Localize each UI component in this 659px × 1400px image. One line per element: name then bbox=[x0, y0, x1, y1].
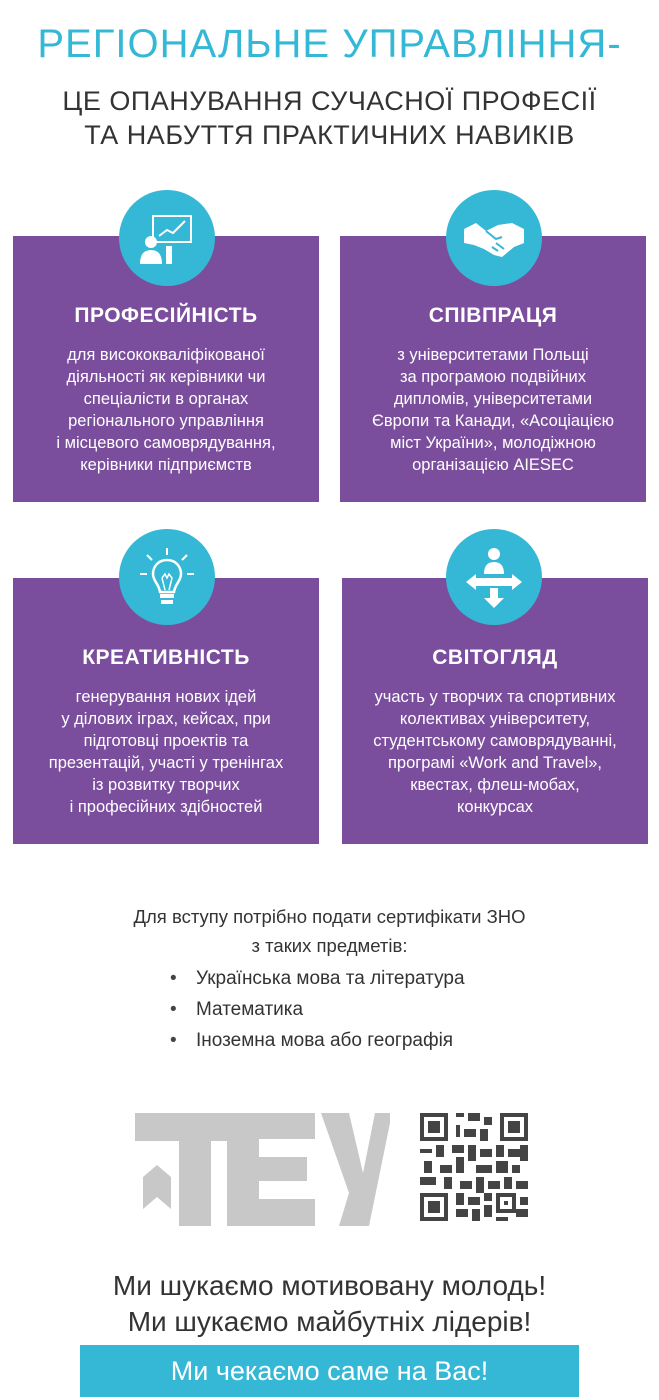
lightbulb-icon bbox=[119, 529, 215, 625]
card-line: генерування нових ідей bbox=[75, 688, 257, 706]
requirements-intro: Для вступу потрібно подати сертифікати ЗНО bbox=[133, 906, 526, 927]
list-item: • Іноземна мова або географія bbox=[170, 1025, 465, 1056]
card-line: з університетами Польщі bbox=[397, 346, 589, 364]
page-title: РЕГІОНАЛЬНЕ УПРАВЛІННЯ- bbox=[37, 22, 622, 66]
requirements-subjects-label: з таких предметів: bbox=[251, 935, 408, 956]
card-description bbox=[350, 344, 636, 476]
page-subtitle-line-2: ТА НАБУТТЯ ПРАКТИЧНИХ НАВИКІВ bbox=[84, 120, 575, 150]
subjects-list bbox=[170, 963, 465, 1056]
card-line: організацією AIESEC bbox=[412, 456, 574, 474]
card-line: участь у творчих та спортивних bbox=[374, 688, 616, 706]
card-line: студентському самоврядуванні, bbox=[373, 732, 617, 750]
card-line: регіонального управління bbox=[68, 412, 264, 430]
card-description bbox=[23, 344, 309, 476]
handshake-icon bbox=[446, 190, 542, 286]
card-line: у ділових іграх, кейсах, при bbox=[61, 710, 271, 728]
qr-code bbox=[420, 1113, 528, 1221]
slogan-line-1: Ми шукаємо мотивовану молодь! bbox=[112, 1270, 547, 1301]
person-crossroads-icon bbox=[446, 529, 542, 625]
slogan-line-2: Ми шукаємо майбутніх лідерів! bbox=[127, 1306, 532, 1337]
card-title: СПІВПРАЦЯ bbox=[428, 304, 558, 327]
call-to-action-banner: Ми чекаємо саме на Вас! bbox=[80, 1345, 579, 1397]
card-line: і місцевого самоврядування, bbox=[56, 434, 276, 452]
card-line: для висококваліфікованої bbox=[67, 346, 265, 364]
list-item: • Математика bbox=[170, 994, 465, 1025]
card-title: КРЕАТИВНІСТЬ bbox=[82, 646, 250, 669]
list-item: • Українська мова та література bbox=[170, 963, 465, 994]
presentation-icon bbox=[119, 190, 215, 286]
card-line: програмі «Work and Travel», bbox=[387, 754, 603, 772]
card-line: і професійних здібностей bbox=[69, 798, 263, 816]
card-line: керівники підприємств bbox=[80, 456, 252, 474]
card-line: підготовці проектів та bbox=[83, 732, 249, 750]
card-line: конкурсах bbox=[456, 798, 533, 816]
card-description bbox=[23, 686, 309, 818]
card-title: СВІТОГЛЯД bbox=[432, 646, 558, 669]
card-description bbox=[352, 686, 638, 818]
card-line: презентацій, участі у тренінгах bbox=[48, 754, 284, 772]
card-line: міст України», молодіжною bbox=[390, 434, 596, 452]
card-line: спеціалісти в органах bbox=[83, 390, 249, 408]
card-line: із розвитку творчих bbox=[92, 776, 240, 794]
teu-logo bbox=[135, 1113, 390, 1226]
card-line: діяльності як керівники чи bbox=[66, 368, 266, 386]
card-line: дипломів, університетами bbox=[393, 390, 593, 408]
page-subtitle-line-1: ЦЕ ОПАНУВАННЯ СУЧАСНОЇ ПРОФЕСІЇ bbox=[62, 86, 597, 116]
card-line: квестах, флеш-мобах, bbox=[410, 776, 580, 794]
card-title: ПРОФЕСІЙНІСТЬ bbox=[74, 304, 258, 327]
card-line: Європи та Канади, «Асоціацією bbox=[372, 412, 614, 430]
card-line: колективах університету, bbox=[399, 710, 591, 728]
card-line: за програмою подвійних bbox=[399, 368, 587, 386]
